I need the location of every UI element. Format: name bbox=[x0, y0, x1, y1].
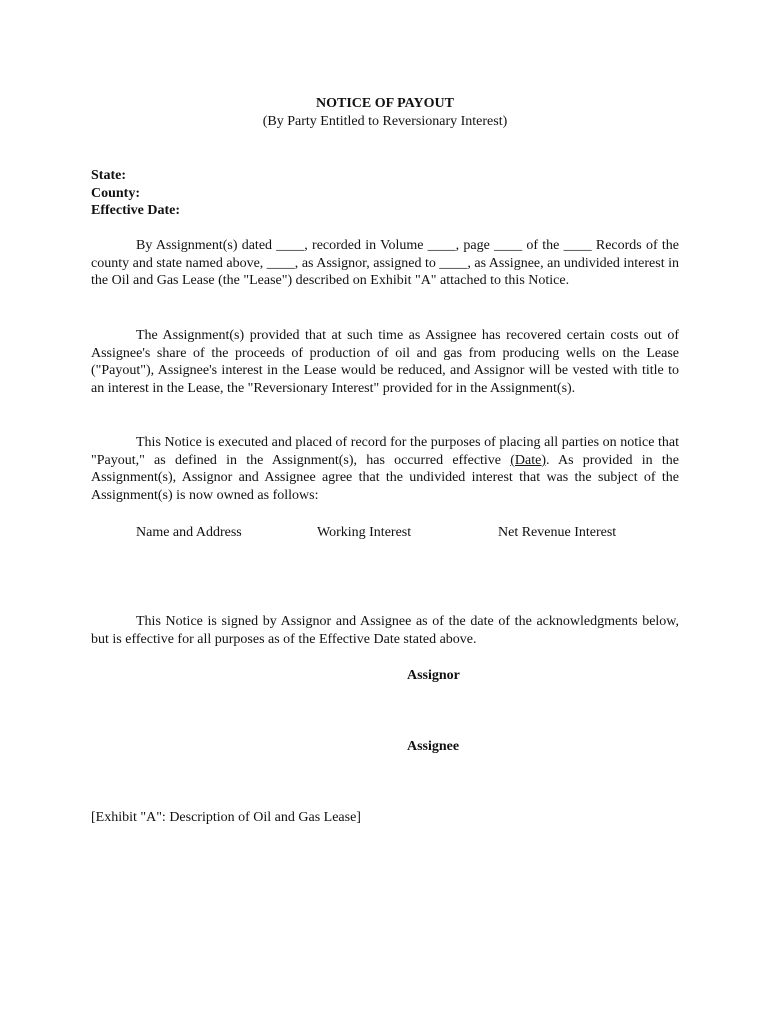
payout-notice-paragraph bbox=[91, 434, 679, 505]
effective-date-field-label: Effective Date: bbox=[91, 203, 181, 218]
assignor-signature-label: Assignor bbox=[407, 668, 460, 683]
column-header-working-interest: Working Interest bbox=[317, 525, 412, 540]
column-header-net-revenue-interest: Net Revenue Interest bbox=[498, 525, 617, 540]
state-field-label: State: bbox=[91, 168, 126, 183]
signing-paragraph: This Notice is signed by Assignor and Assignee as of the date of the acknowledgments below, but is effective for all purposes as of the Effective Date stated above. bbox=[91, 614, 679, 647]
payout-notice-text-before: This Notice is executed and placed of record for the purposes of placing all parties on notice that "Payout," as defined in the Assignment(s), has occurred effective bbox=[91, 435, 679, 468]
reversionary-paragraph: The Assignment(s) provided that at such time as Assignee has recovered certain costs out of Assignee's share of the proceeds of production of oil and gas from producing wells on the Lease ("Payout"), Assignee's interest in the Lease would be reduced, and Assignor will be vested with title to an interest in the Lease, the "Reversionary Interest" provided for in the Assignment(s). bbox=[91, 328, 679, 397]
assignment-paragraph: By Assignment(s) dated ____, recorded in Volume ____, page ____ of the ____ Records of the county and state named above, ____, as Assignor, assigned to ____, as Assignee, an undivided interest in the Oil and Gas Lease (the "Lease") described on Exhibit "A" attached to this Notice. bbox=[91, 238, 679, 289]
exhibit-reference: [Exhibit "A": Description of Oil and Gas Lease] bbox=[91, 810, 361, 825]
document-title: NOTICE OF PAYOUT bbox=[316, 96, 454, 111]
county-field-label: County: bbox=[91, 185, 141, 201]
document-subtitle: (By Party Entitled to Reversionary Interest) bbox=[262, 114, 508, 129]
column-header-name-address: Name and Address bbox=[136, 525, 242, 540]
assignee-signature-label: Assignee bbox=[407, 739, 460, 754]
payout-notice-text-after: . As provided in the Assignment(s), Assignor and Assignee agree that the undivided interest that was the subject of the Assignment(s) is now owned as follows: bbox=[91, 452, 679, 504]
header-fields bbox=[91, 167, 391, 220]
effective-date-placeholder: (Date) bbox=[510, 452, 547, 468]
